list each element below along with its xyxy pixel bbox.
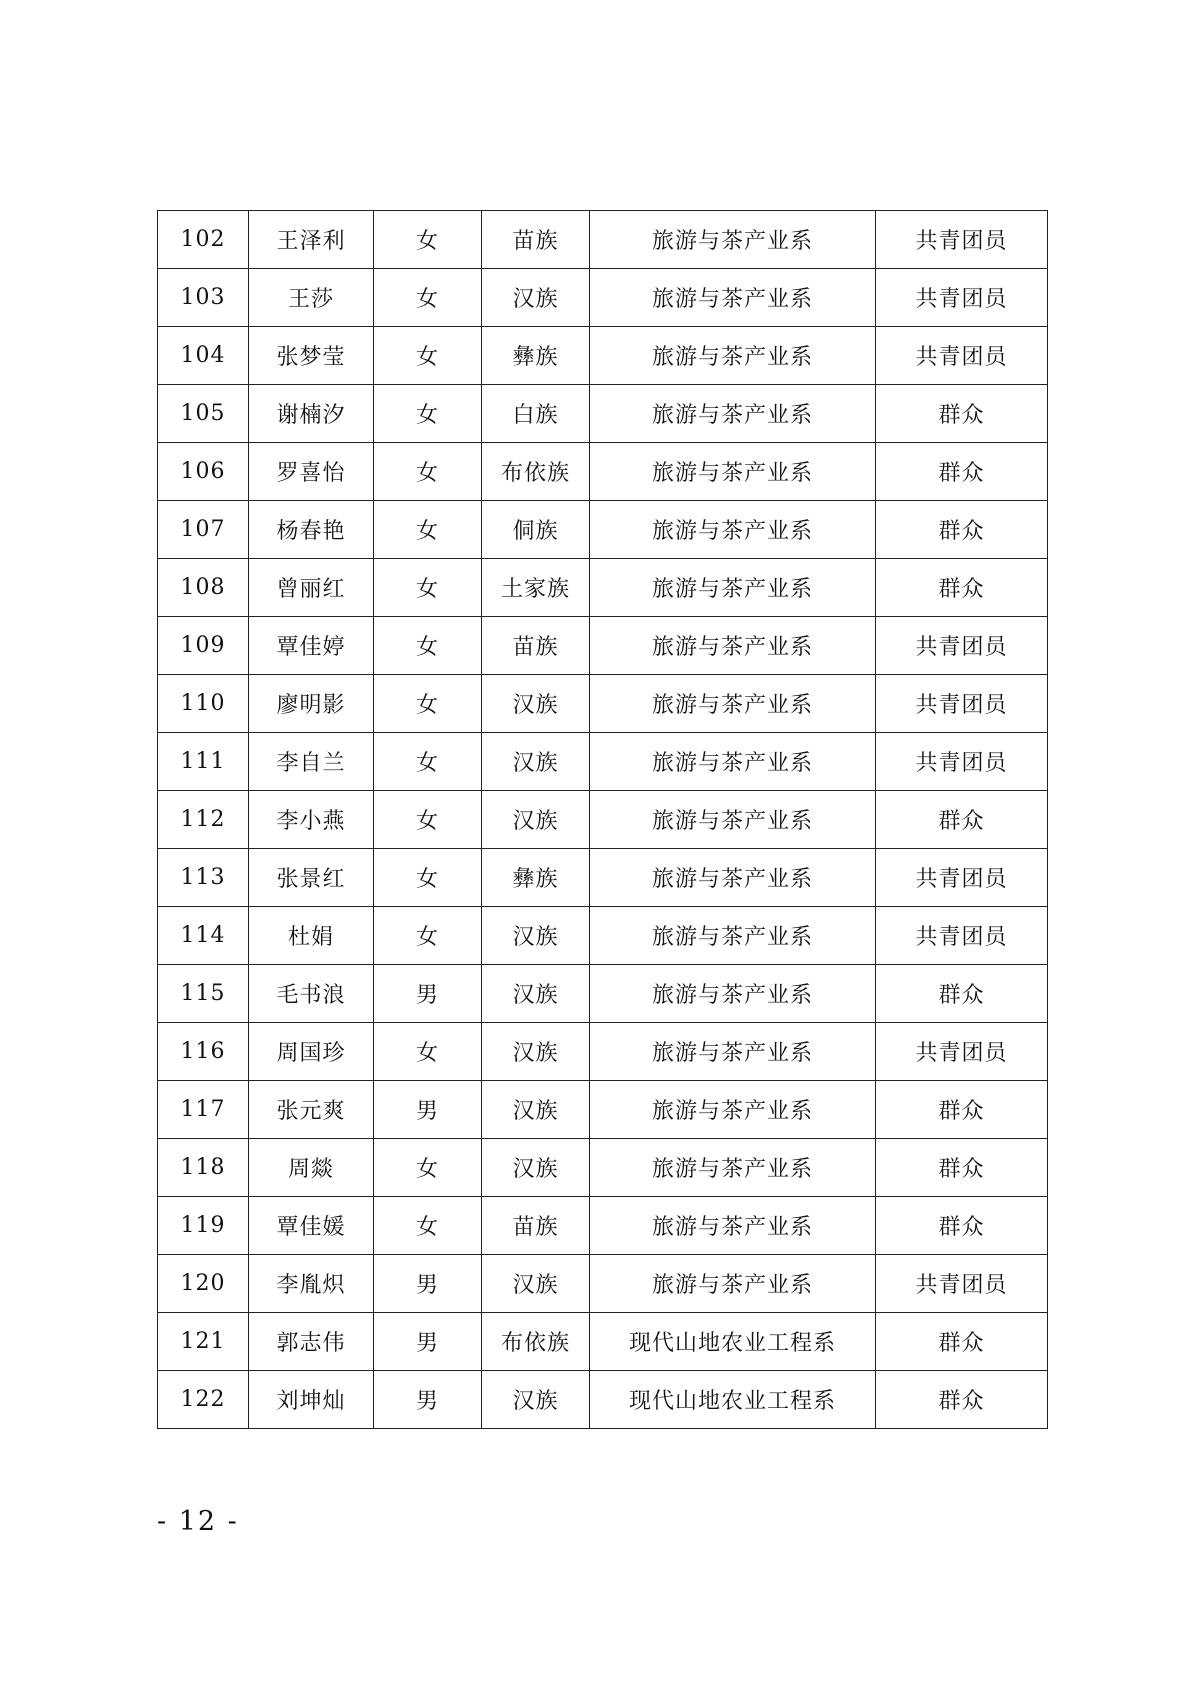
roster-table-body	[158, 211, 1048, 1429]
cell-political-status: 共青团员	[876, 733, 1048, 791]
cell-department: 旅游与茶产业系	[590, 269, 876, 327]
cell-department: 旅游与茶产业系	[590, 443, 876, 501]
cell-name: 杨春艳	[249, 501, 374, 559]
cell-gender: 女	[374, 791, 482, 849]
cell-gender: 女	[374, 1139, 482, 1197]
cell-name: 谢楠汐	[249, 385, 374, 443]
cell-political-status: 群众	[876, 559, 1048, 617]
page-number: - 12 -	[157, 1506, 239, 1537]
cell-number: 107	[158, 501, 249, 559]
table-row	[158, 1197, 1048, 1255]
cell-ethnicity: 侗族	[482, 501, 590, 559]
cell-political-status: 群众	[876, 1313, 1048, 1371]
table-row	[158, 269, 1048, 327]
table-row	[158, 211, 1048, 269]
cell-department: 旅游与茶产业系	[590, 617, 876, 675]
cell-name: 曾丽红	[249, 559, 374, 617]
cell-gender: 女	[374, 443, 482, 501]
cell-political-status: 群众	[876, 1371, 1048, 1429]
cell-gender: 男	[374, 1081, 482, 1139]
cell-ethnicity: 汉族	[482, 1023, 590, 1081]
cell-name: 张梦莹	[249, 327, 374, 385]
table-row	[158, 559, 1048, 617]
cell-ethnicity: 土家族	[482, 559, 590, 617]
cell-name: 张景红	[249, 849, 374, 907]
cell-number: 105	[158, 385, 249, 443]
cell-number: 121	[158, 1313, 249, 1371]
cell-gender: 男	[374, 965, 482, 1023]
cell-department: 现代山地农业工程系	[590, 1313, 876, 1371]
table-row	[158, 617, 1048, 675]
cell-number: 109	[158, 617, 249, 675]
cell-political-status: 群众	[876, 965, 1048, 1023]
cell-political-status: 群众	[876, 1139, 1048, 1197]
cell-department: 旅游与茶产业系	[590, 327, 876, 385]
cell-gender: 女	[374, 675, 482, 733]
cell-ethnicity: 彝族	[482, 849, 590, 907]
table-row	[158, 1081, 1048, 1139]
cell-name: 王泽利	[249, 211, 374, 269]
cell-department: 旅游与茶产业系	[590, 1197, 876, 1255]
cell-name: 李小燕	[249, 791, 374, 849]
cell-number: 111	[158, 733, 249, 791]
cell-ethnicity: 汉族	[482, 1371, 590, 1429]
cell-political-status: 群众	[876, 501, 1048, 559]
cell-department: 旅游与茶产业系	[590, 1023, 876, 1081]
cell-gender: 男	[374, 1255, 482, 1313]
cell-gender: 女	[374, 907, 482, 965]
cell-gender: 女	[374, 559, 482, 617]
cell-number: 110	[158, 675, 249, 733]
cell-political-status: 共青团员	[876, 907, 1048, 965]
cell-name: 周燚	[249, 1139, 374, 1197]
cell-name: 覃佳媛	[249, 1197, 374, 1255]
cell-number: 118	[158, 1139, 249, 1197]
table-row	[158, 385, 1048, 443]
cell-department: 旅游与茶产业系	[590, 849, 876, 907]
table-row	[158, 965, 1048, 1023]
cell-ethnicity: 汉族	[482, 1255, 590, 1313]
cell-gender: 女	[374, 733, 482, 791]
cell-department: 旅游与茶产业系	[590, 675, 876, 733]
cell-ethnicity: 汉族	[482, 1139, 590, 1197]
cell-gender: 女	[374, 1023, 482, 1081]
cell-name: 郭志伟	[249, 1313, 374, 1371]
cell-ethnicity: 汉族	[482, 791, 590, 849]
cell-name: 李自兰	[249, 733, 374, 791]
cell-ethnicity: 汉族	[482, 269, 590, 327]
cell-number: 120	[158, 1255, 249, 1313]
cell-name: 罗喜怡	[249, 443, 374, 501]
cell-ethnicity: 汉族	[482, 965, 590, 1023]
table-row	[158, 1255, 1048, 1313]
cell-ethnicity: 汉族	[482, 1081, 590, 1139]
roster-table	[157, 210, 1048, 1429]
table-row	[158, 849, 1048, 907]
cell-department: 旅游与茶产业系	[590, 1081, 876, 1139]
cell-name: 张元爽	[249, 1081, 374, 1139]
cell-number: 119	[158, 1197, 249, 1255]
table-row	[158, 733, 1048, 791]
cell-ethnicity: 汉族	[482, 675, 590, 733]
cell-political-status: 共青团员	[876, 849, 1048, 907]
cell-political-status: 共青团员	[876, 1255, 1048, 1313]
cell-department: 现代山地农业工程系	[590, 1371, 876, 1429]
cell-political-status: 群众	[876, 385, 1048, 443]
table-row	[158, 443, 1048, 501]
cell-gender: 女	[374, 269, 482, 327]
cell-department: 旅游与茶产业系	[590, 385, 876, 443]
table-row	[158, 501, 1048, 559]
cell-gender: 女	[374, 1197, 482, 1255]
cell-number: 102	[158, 211, 249, 269]
cell-political-status: 群众	[876, 443, 1048, 501]
cell-department: 旅游与茶产业系	[590, 733, 876, 791]
cell-number: 108	[158, 559, 249, 617]
cell-department: 旅游与茶产业系	[590, 791, 876, 849]
cell-political-status: 群众	[876, 1197, 1048, 1255]
cell-ethnicity: 布依族	[482, 1313, 590, 1371]
cell-department: 旅游与茶产业系	[590, 211, 876, 269]
cell-number: 112	[158, 791, 249, 849]
table-row	[158, 1313, 1048, 1371]
cell-name: 刘坤灿	[249, 1371, 374, 1429]
cell-department: 旅游与茶产业系	[590, 1255, 876, 1313]
cell-gender: 男	[374, 1313, 482, 1371]
table-row	[158, 675, 1048, 733]
cell-ethnicity: 白族	[482, 385, 590, 443]
cell-ethnicity: 布依族	[482, 443, 590, 501]
cell-gender: 女	[374, 617, 482, 675]
cell-gender: 女	[374, 849, 482, 907]
cell-gender: 女	[374, 327, 482, 385]
cell-gender: 女	[374, 501, 482, 559]
cell-political-status: 共青团员	[876, 269, 1048, 327]
cell-ethnicity: 苗族	[482, 1197, 590, 1255]
cell-political-status: 群众	[876, 1081, 1048, 1139]
table-row	[158, 1023, 1048, 1081]
cell-ethnicity: 彝族	[482, 327, 590, 385]
cell-ethnicity: 苗族	[482, 617, 590, 675]
cell-name: 廖明影	[249, 675, 374, 733]
cell-number: 113	[158, 849, 249, 907]
table-row	[158, 1371, 1048, 1429]
cell-political-status: 共青团员	[876, 1023, 1048, 1081]
cell-name: 毛书浪	[249, 965, 374, 1023]
cell-political-status: 共青团员	[876, 675, 1048, 733]
cell-gender: 女	[374, 211, 482, 269]
cell-number: 116	[158, 1023, 249, 1081]
cell-department: 旅游与茶产业系	[590, 907, 876, 965]
cell-gender: 男	[374, 1371, 482, 1429]
cell-number: 114	[158, 907, 249, 965]
cell-number: 104	[158, 327, 249, 385]
cell-number: 117	[158, 1081, 249, 1139]
table-row	[158, 1139, 1048, 1197]
cell-department: 旅游与茶产业系	[590, 965, 876, 1023]
cell-political-status: 群众	[876, 791, 1048, 849]
cell-political-status: 共青团员	[876, 617, 1048, 675]
table-row	[158, 791, 1048, 849]
cell-political-status: 共青团员	[876, 211, 1048, 269]
cell-gender: 女	[374, 385, 482, 443]
cell-political-status: 共青团员	[876, 327, 1048, 385]
table-row	[158, 327, 1048, 385]
cell-name: 杜娟	[249, 907, 374, 965]
cell-ethnicity: 苗族	[482, 211, 590, 269]
cell-ethnicity: 汉族	[482, 733, 590, 791]
table-row	[158, 907, 1048, 965]
cell-name: 王莎	[249, 269, 374, 327]
cell-department: 旅游与茶产业系	[590, 501, 876, 559]
cell-number: 106	[158, 443, 249, 501]
cell-department: 旅游与茶产业系	[590, 559, 876, 617]
cell-name: 李胤炽	[249, 1255, 374, 1313]
cell-number: 122	[158, 1371, 249, 1429]
cell-number: 115	[158, 965, 249, 1023]
cell-name: 周国珍	[249, 1023, 374, 1081]
cell-name: 覃佳婷	[249, 617, 374, 675]
cell-ethnicity: 汉族	[482, 907, 590, 965]
cell-number: 103	[158, 269, 249, 327]
cell-department: 旅游与茶产业系	[590, 1139, 876, 1197]
